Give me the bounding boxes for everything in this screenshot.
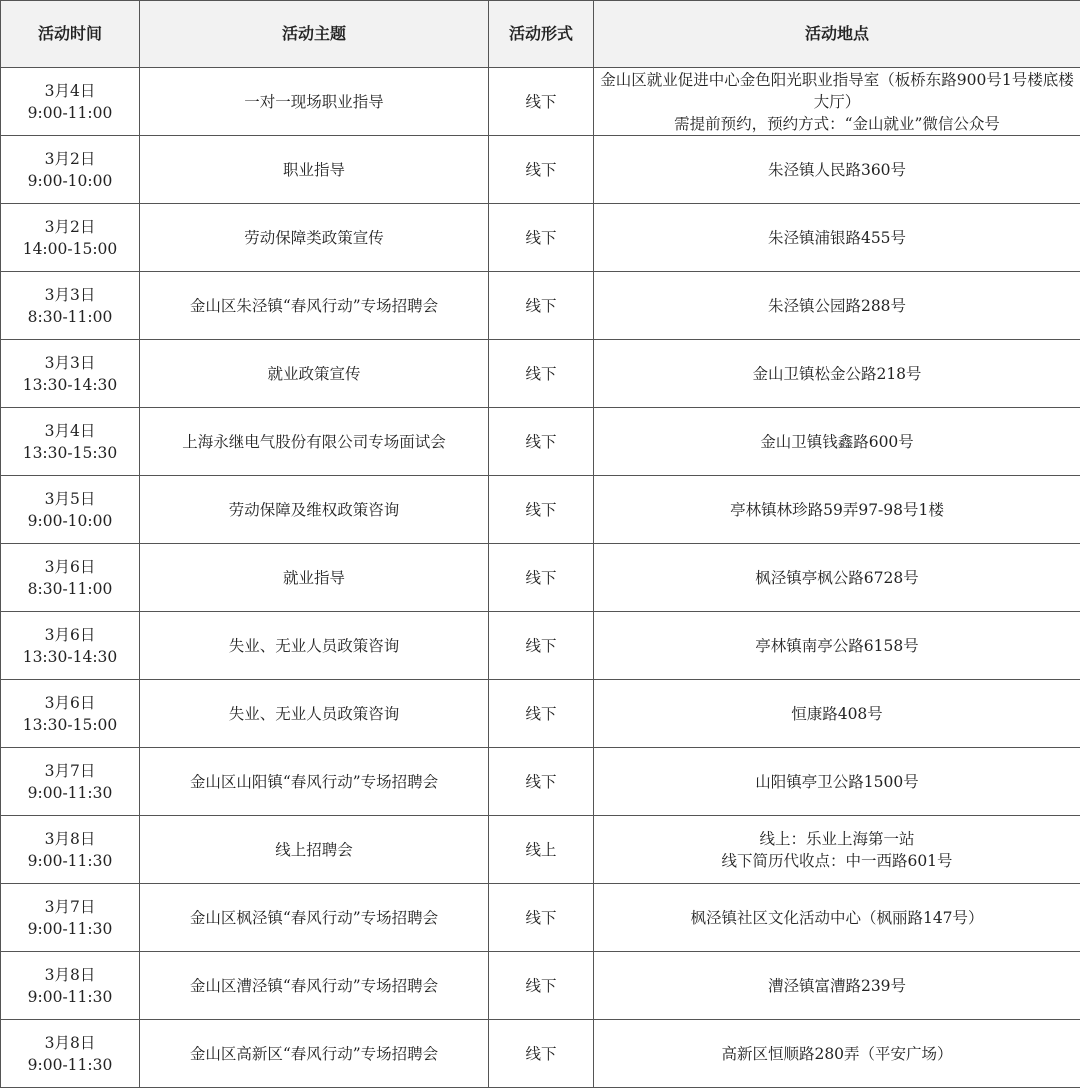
activity-time-cell <box>1 272 140 340</box>
activity-time-cell <box>1 952 140 1020</box>
header-format: 活动形式 <box>489 1 594 68</box>
table-row <box>1 680 1080 748</box>
activity-location-cell <box>594 136 1080 204</box>
activity-format: 线下 <box>489 1020 594 1088</box>
activity-theme: 线上招聘会 <box>140 816 489 884</box>
activity-date: 3月4日 <box>5 80 135 102</box>
table-row <box>1 408 1080 476</box>
activity-location-cell <box>594 476 1080 544</box>
activity-time-range: 9:00-10:00 <box>5 510 135 532</box>
activity-location-line: 金山卫镇松金公路218号 <box>598 363 1076 385</box>
activity-time-range: 9:00-11:30 <box>5 918 135 940</box>
table-row <box>1 952 1080 1020</box>
activity-location-cell <box>594 680 1080 748</box>
table-row <box>1 612 1080 680</box>
activity-location-cell <box>594 272 1080 340</box>
activity-location-line: 朱泾镇浦银路455号 <box>598 227 1076 249</box>
activity-location-line: 高新区恒顺路280弄（平安广场） <box>598 1043 1076 1065</box>
activity-date: 3月7日 <box>5 896 135 918</box>
activity-location-line: 金山区就业促进中心金色阳光职业指导室（板桥东路900号1号楼底楼大厅） <box>598 69 1076 113</box>
header-theme: 活动主题 <box>140 1 489 68</box>
table-row <box>1 136 1080 204</box>
activity-time-cell <box>1 340 140 408</box>
activity-time-cell <box>1 544 140 612</box>
activity-location-line: 恒康路408号 <box>598 703 1076 725</box>
activity-location-line: 山阳镇亭卫公路1500号 <box>598 771 1076 793</box>
activity-format: 线下 <box>489 884 594 952</box>
activity-time-cell <box>1 68 140 136</box>
activity-format: 线下 <box>489 680 594 748</box>
activity-time-range: 8:30-11:00 <box>5 578 135 600</box>
activity-theme: 就业政策宣传 <box>140 340 489 408</box>
activity-format: 线下 <box>489 476 594 544</box>
activity-date: 3月7日 <box>5 760 135 782</box>
activity-theme: 一对一现场职业指导 <box>140 68 489 136</box>
activity-theme: 金山区朱泾镇“春风行动”专场招聘会 <box>140 272 489 340</box>
activity-location-line: 枫泾镇社区文化活动中心（枫丽路147号） <box>598 907 1076 929</box>
activity-location-line: 线上：乐业上海第一站 <box>598 828 1076 850</box>
activity-time-range: 13:30-15:00 <box>5 714 135 736</box>
activity-location-line: 漕泾镇富漕路239号 <box>598 975 1076 997</box>
activity-time-cell <box>1 748 140 816</box>
activity-location-line: 亭林镇林珍路59弄97-98号1楼 <box>598 499 1076 521</box>
table-row <box>1 204 1080 272</box>
activity-time-range: 9:00-11:30 <box>5 1054 135 1076</box>
activity-location-cell <box>594 884 1080 952</box>
activity-format: 线下 <box>489 612 594 680</box>
table-row <box>1 340 1080 408</box>
activity-location-line: 朱泾镇人民路360号 <box>598 159 1076 181</box>
table-row <box>1 544 1080 612</box>
activity-time-range: 9:00-11:00 <box>5 102 135 124</box>
activity-time-range: 13:30-14:30 <box>5 646 135 668</box>
activity-theme: 就业指导 <box>140 544 489 612</box>
activity-location-cell <box>594 612 1080 680</box>
activity-location-cell <box>594 340 1080 408</box>
activity-location-line: 亭林镇南亭公路6158号 <box>598 635 1076 657</box>
table-row <box>1 68 1080 136</box>
activity-time-range: 9:00-11:30 <box>5 782 135 804</box>
activity-time-cell <box>1 204 140 272</box>
activity-time-cell <box>1 136 140 204</box>
activity-time-range: 8:30-11:00 <box>5 306 135 328</box>
activity-format: 线下 <box>489 340 594 408</box>
activity-location-cell <box>594 408 1080 476</box>
activity-format: 线下 <box>489 272 594 340</box>
activity-location-line: 金山卫镇钱鑫路600号 <box>598 431 1076 453</box>
activity-time-cell <box>1 680 140 748</box>
activity-format: 线下 <box>489 68 594 136</box>
activity-time-cell <box>1 476 140 544</box>
activity-date: 3月2日 <box>5 148 135 170</box>
activity-format: 线下 <box>489 136 594 204</box>
table-row <box>1 1020 1080 1088</box>
activity-time-cell <box>1 816 140 884</box>
activity-theme: 金山区枫泾镇“春风行动”专场招聘会 <box>140 884 489 952</box>
activity-date: 3月6日 <box>5 556 135 578</box>
activity-date: 3月5日 <box>5 488 135 510</box>
activity-location-cell <box>594 1020 1080 1088</box>
activity-date: 3月6日 <box>5 624 135 646</box>
activity-date: 3月8日 <box>5 828 135 850</box>
activity-date: 3月3日 <box>5 352 135 374</box>
activity-theme: 金山区漕泾镇“春风行动”专场招聘会 <box>140 952 489 1020</box>
activity-location-line: 枫泾镇亭枫公路6728号 <box>598 567 1076 589</box>
activity-theme: 劳动保障类政策宣传 <box>140 204 489 272</box>
activity-theme: 失业、无业人员政策咨询 <box>140 612 489 680</box>
activity-time-range: 9:00-11:30 <box>5 986 135 1008</box>
header-row <box>1 1 1080 68</box>
header-time: 活动时间 <box>1 1 140 68</box>
activity-format: 线下 <box>489 204 594 272</box>
activity-location-line: 需提前预约，预约方式：“金山就业”微信公众号 <box>598 113 1076 135</box>
activity-location-cell <box>594 952 1080 1020</box>
activity-time-range: 13:30-15:30 <box>5 442 135 464</box>
activity-theme: 失业、无业人员政策咨询 <box>140 680 489 748</box>
activity-time-cell <box>1 612 140 680</box>
activity-format: 线下 <box>489 748 594 816</box>
activity-format: 线上 <box>489 816 594 884</box>
activity-location-cell <box>594 816 1080 884</box>
activity-format: 线下 <box>489 952 594 1020</box>
activity-time-range: 13:30-14:30 <box>5 374 135 396</box>
activity-time-range: 14:00-15:00 <box>5 238 135 260</box>
activity-location-cell <box>594 68 1080 136</box>
table-row <box>1 884 1080 952</box>
activity-time-range: 9:00-10:00 <box>5 170 135 192</box>
activity-date: 3月8日 <box>5 964 135 986</box>
table-row <box>1 816 1080 884</box>
activity-time-cell <box>1 408 140 476</box>
activity-theme: 劳动保障及维权政策咨询 <box>140 476 489 544</box>
activity-theme: 金山区山阳镇“春风行动”专场招聘会 <box>140 748 489 816</box>
table-row <box>1 476 1080 544</box>
activity-theme: 金山区高新区“春风行动”专场招聘会 <box>140 1020 489 1088</box>
table-body <box>1 68 1080 1088</box>
activity-format: 线下 <box>489 544 594 612</box>
activity-location-line: 线下简历代收点：中一西路601号 <box>598 850 1076 872</box>
activity-time-cell <box>1 884 140 952</box>
activity-time-cell <box>1 1020 140 1088</box>
activity-date: 3月6日 <box>5 692 135 714</box>
activity-location-line: 朱泾镇公园路288号 <box>598 295 1076 317</box>
activity-date: 3月4日 <box>5 420 135 442</box>
header-location: 活动地点 <box>594 1 1080 68</box>
activity-date: 3月3日 <box>5 284 135 306</box>
table-row <box>1 748 1080 816</box>
activity-theme: 上海永继电气股份有限公司专场面试会 <box>140 408 489 476</box>
activity-format: 线下 <box>489 408 594 476</box>
activity-location-cell <box>594 204 1080 272</box>
activity-time-range: 9:00-11:30 <box>5 850 135 872</box>
activity-location-cell <box>594 544 1080 612</box>
table-row <box>1 272 1080 340</box>
activity-date: 3月2日 <box>5 216 135 238</box>
activity-date: 3月8日 <box>5 1032 135 1054</box>
activity-location-cell <box>594 748 1080 816</box>
activity-theme: 职业指导 <box>140 136 489 204</box>
